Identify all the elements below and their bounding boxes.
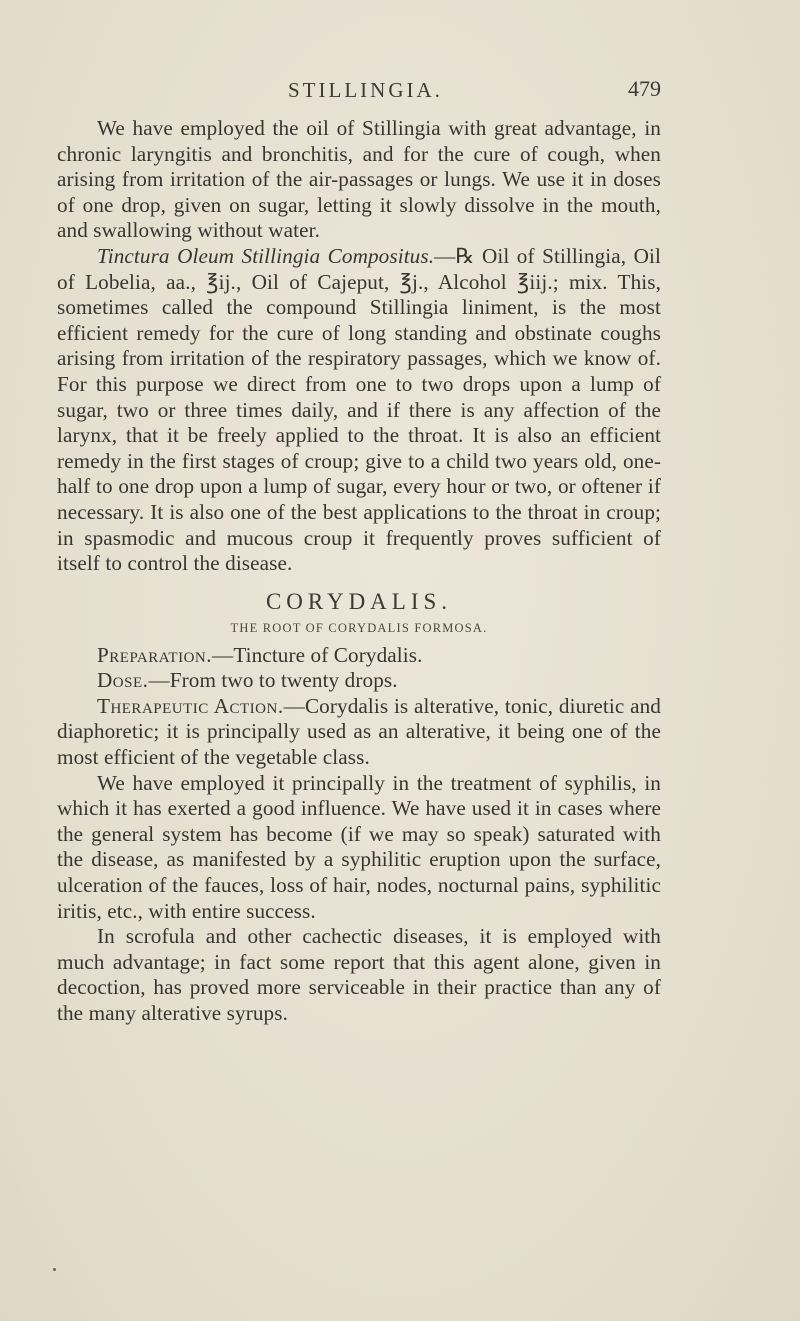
section-heading: CORYDALIS.	[265, 588, 453, 614]
dose-text: —From two to twenty drops.	[148, 668, 398, 693]
formula-name: Tinctura Oleum Stillingia Compositus.	[97, 243, 435, 268]
page-number: 479	[628, 76, 661, 101]
preparation-text: —Tincture of Corydalis.	[212, 642, 423, 667]
therapeutic-label: Therapeutic Action.	[97, 693, 284, 718]
therapeutic-text: —Corydalis is alterative, tonic, diuretic and diaphoretic; it is principally used as an alterative, it being one of the most efficient of the vegetable class.	[57, 693, 661, 770]
paragraph-compound-tincture	[57, 244, 661, 577]
section-subheading: THE ROOT OF CORYDALIS FORMOSA.	[230, 620, 488, 635]
running-title: STILLINGIA.	[288, 78, 443, 102]
paper-blemish	[53, 1268, 56, 1271]
running-head	[263, 66, 661, 102]
paragraph-oil-of-stillingia: We have employed the oil of Stillingia with great advantage, in chronic laryngitis and bronchitis, and for the cure of cough, when arising from irritation of the air-passages or lungs. We use it in doses of one drop, given on sugar, letting it slowly dissolve in the mouth, and swallowing without water.	[57, 116, 661, 243]
preparation-label: Preparation.	[97, 642, 213, 667]
paragraph-therapeutic-action	[57, 694, 661, 771]
formula-text: —℞ Oil of Stillingia, Oil of Lobelia, aa., ℥ij., Oil of Cajeput, ℥j., Alcohol ℥iij.; mix. This, sometimes called the compound Stillingia liniment, is the most efficient remedy for the cure of long standing and obstinate coughs arising from irritation of the respiratory passages, which we know of. For this purpose we direct from one to two drops upon a lump of sugar, two or three times daily, and if there is any affection of the larynx, that it be freely applied to the throat. It is also an efficient remedy in the first stages of croup; give to a child two years old, one-half to one drop upon a lump of sugar, every hour or two, or oftener if necessary. It is also one of the best applications to the throat in croup; in spasmodic and mucous croup it frequently proves sufficient of itself to control the disease.	[57, 243, 661, 576]
paragraph-preparation	[57, 643, 661, 669]
paragraph-scrofula: In scrofula and other cachectic diseases, it is employed with much advantage; in fact some report that this agent alone, given in decoction, has proved more serviceable in their practice than any of the many alterative syrups.	[57, 924, 661, 1025]
page-body	[57, 116, 661, 1027]
paragraph-dose	[57, 668, 661, 694]
dose-label: Dose.	[97, 668, 149, 693]
paragraph-syphilis: We have employed it principally in the treatment of syphilis, in which it has exerted a good influence. We have used it in cases where the general system has become (if we may so speak) saturated with the disease, as manifested by a syphilitic eruption upon the surface, ulceration of the fauces, loss of hair, nodes, nocturnal pains, syphilitic iritis, etc., with entire success.	[57, 770, 661, 923]
